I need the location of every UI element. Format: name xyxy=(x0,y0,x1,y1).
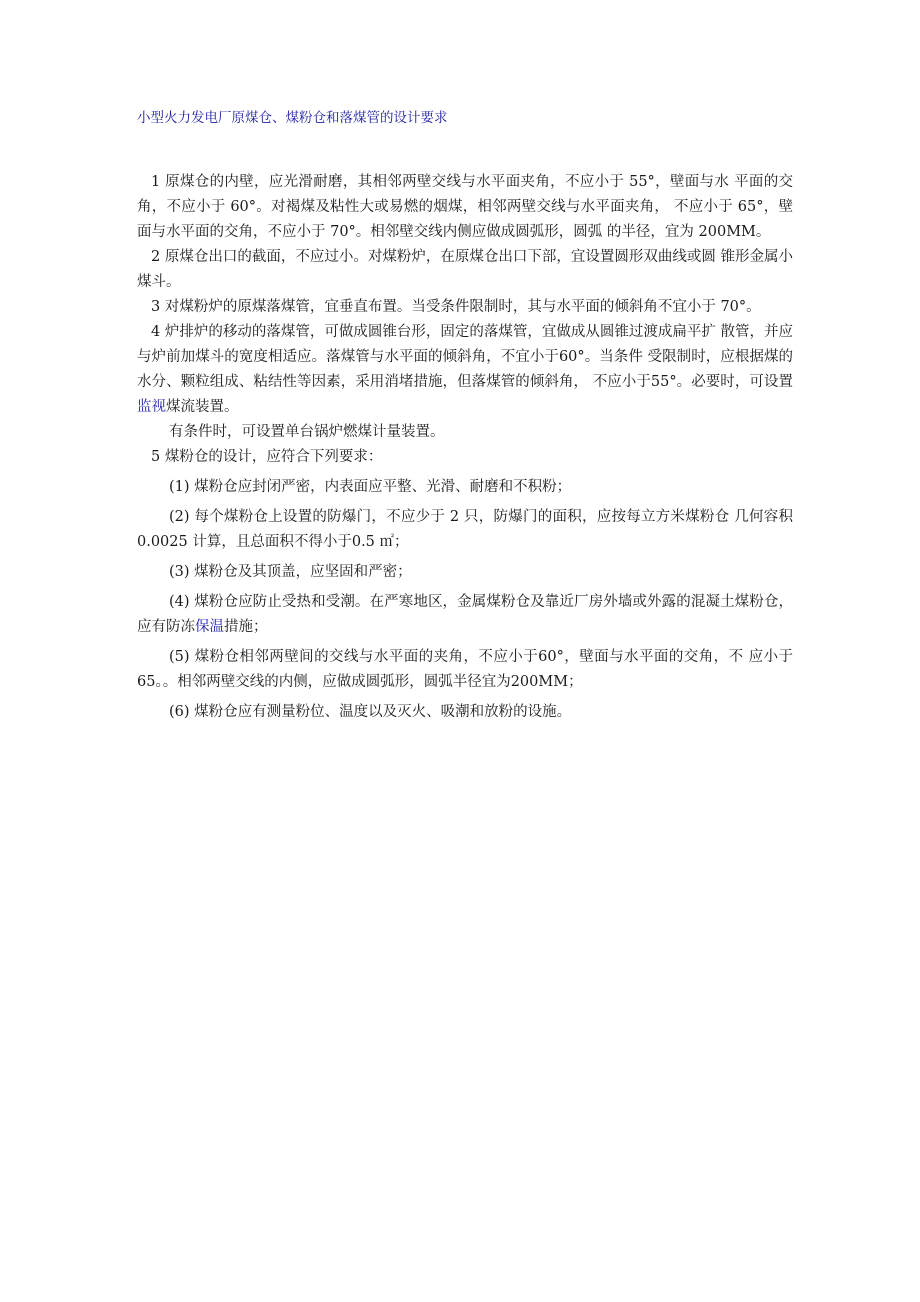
document-body xyxy=(137,170,793,725)
paragraph-4-text: 4 炉排炉的移动的落煤管，可做成圆锥台形，固定的落煤管，宜做成从圆锥过渡成扁平扩 散管，并应与炉前加煤斗的宽度相适应。落煤管与水平面的倾斜角，不宜小于60°。当条件 受限制时，应根据煤的水分、颗粒组成、粘结性等因素，采用消堵措施，但落煤管的倾斜角， 不应小于55°。必要时，可设置 xyxy=(137,324,793,390)
paragraph-3: 3 对煤粉炉的原煤落煤管，宜垂直布置。当受条件限制时，其与水平面的倾斜角不宜小于 70°。 xyxy=(151,299,761,315)
list-item-5: (5) 煤粉仓相邻两壁间的交线与水平面的夹角，不应小于60°，壁面与水平面的交角，不 应小于65。。相邻两壁交线的内侧，应做成圆弧形，圆弧半径宜为200MM； xyxy=(137,649,793,690)
list-item-4 xyxy=(137,590,793,640)
paragraph-4-tail: 煤流装置。 xyxy=(166,399,239,415)
document-title: 小型火力发电厂原煤仓、煤粉仓和落煤管的设计要求 xyxy=(137,110,448,126)
monitor-link[interactable]: 监视 xyxy=(137,399,166,415)
paragraph-5-heading: 5 煤粉仓的设计，应符合下列要求： xyxy=(151,449,383,465)
paragraph-1: 1 原煤仓的内壁，应光滑耐磨，其相邻两壁交线与水平面夹角，不应小于 55°，壁面与水 平面的交角，不应小于 60°。对褐煤及粘性大或易燃的烟煤，相邻两壁交线与水平面夹角， 不应小于 65°，壁面与水平面的交角，不应小于 70°。相邻壁交线内侧应做成圆弧形，圆弧 的半径，宜为 200MM。 xyxy=(137,174,793,240)
list-item-3: (3) 煤粉仓及其顶盖，应坚固和严密； xyxy=(169,564,412,580)
paragraph-4 xyxy=(137,320,793,420)
list-item-2: (2) 每个煤粉仓上设置的防爆门，不应少于 2 只，防爆门的面积，应按每立方米煤粉仓 几何容积0.0025 计算，且总面积不得小于0.5 ㎡； xyxy=(137,509,793,550)
list-item-4-text: (4) 煤粉仓应防止受热和受潮。在严寒地区，金属煤粉仓及靠近厂房外墙或外露的混凝土煤粉仓，应有防冻 xyxy=(137,594,793,635)
paragraph-2: 2 原煤仓出口的截面，不应过小。对煤粉炉，在原煤仓出口下部，宜设置圆形双曲线或圆 锥形金属小煤斗。 xyxy=(137,249,793,290)
list-item-6: (6) 煤粉仓应有测量粉位、温度以及灭火、吸潮和放粉的设施。 xyxy=(169,704,572,720)
paragraph-4-extra: 有条件时，可设置单台锅炉燃煤计量装置。 xyxy=(169,424,445,440)
list-item-1: (1) 煤粉仓应封闭严密，内表面应平整、光滑、耐磨和不积粉； xyxy=(169,479,572,495)
list-item-4-tail: 措施； xyxy=(224,619,268,635)
insulation-link[interactable]: 保温 xyxy=(195,619,224,635)
